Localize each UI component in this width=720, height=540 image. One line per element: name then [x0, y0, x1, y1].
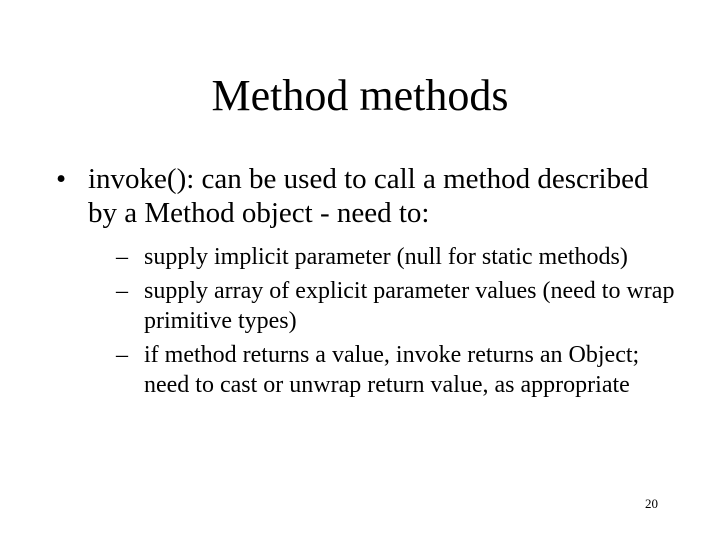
sub-bullet-item	[116, 340, 676, 400]
sub-bullet-item	[116, 276, 676, 336]
dash-marker: –	[116, 342, 128, 368]
sub-bullet-list	[56, 242, 676, 400]
dash-marker: –	[116, 278, 128, 304]
bullet-list	[56, 162, 676, 404]
sub-bullet-item	[116, 242, 676, 272]
bullet-item	[56, 162, 676, 230]
bullet-text: invoke(): can be used to call a method described by a Method object - need to:	[88, 163, 649, 229]
sub-bullet-text: supply array of explicit parameter values (need to wrap primitive types)	[144, 278, 675, 334]
sub-bullet-text: supply implicit parameter (null for static methods)	[144, 244, 628, 270]
sub-bullet-text: if method returns a value, invoke returns an Object; need to cast or unwrap return value, as appropriate	[144, 342, 640, 398]
page-number: 20	[645, 496, 658, 511]
slide-title: Method methods	[211, 71, 509, 120]
dash-marker: –	[116, 244, 128, 270]
bullet-marker: •	[56, 163, 67, 195]
